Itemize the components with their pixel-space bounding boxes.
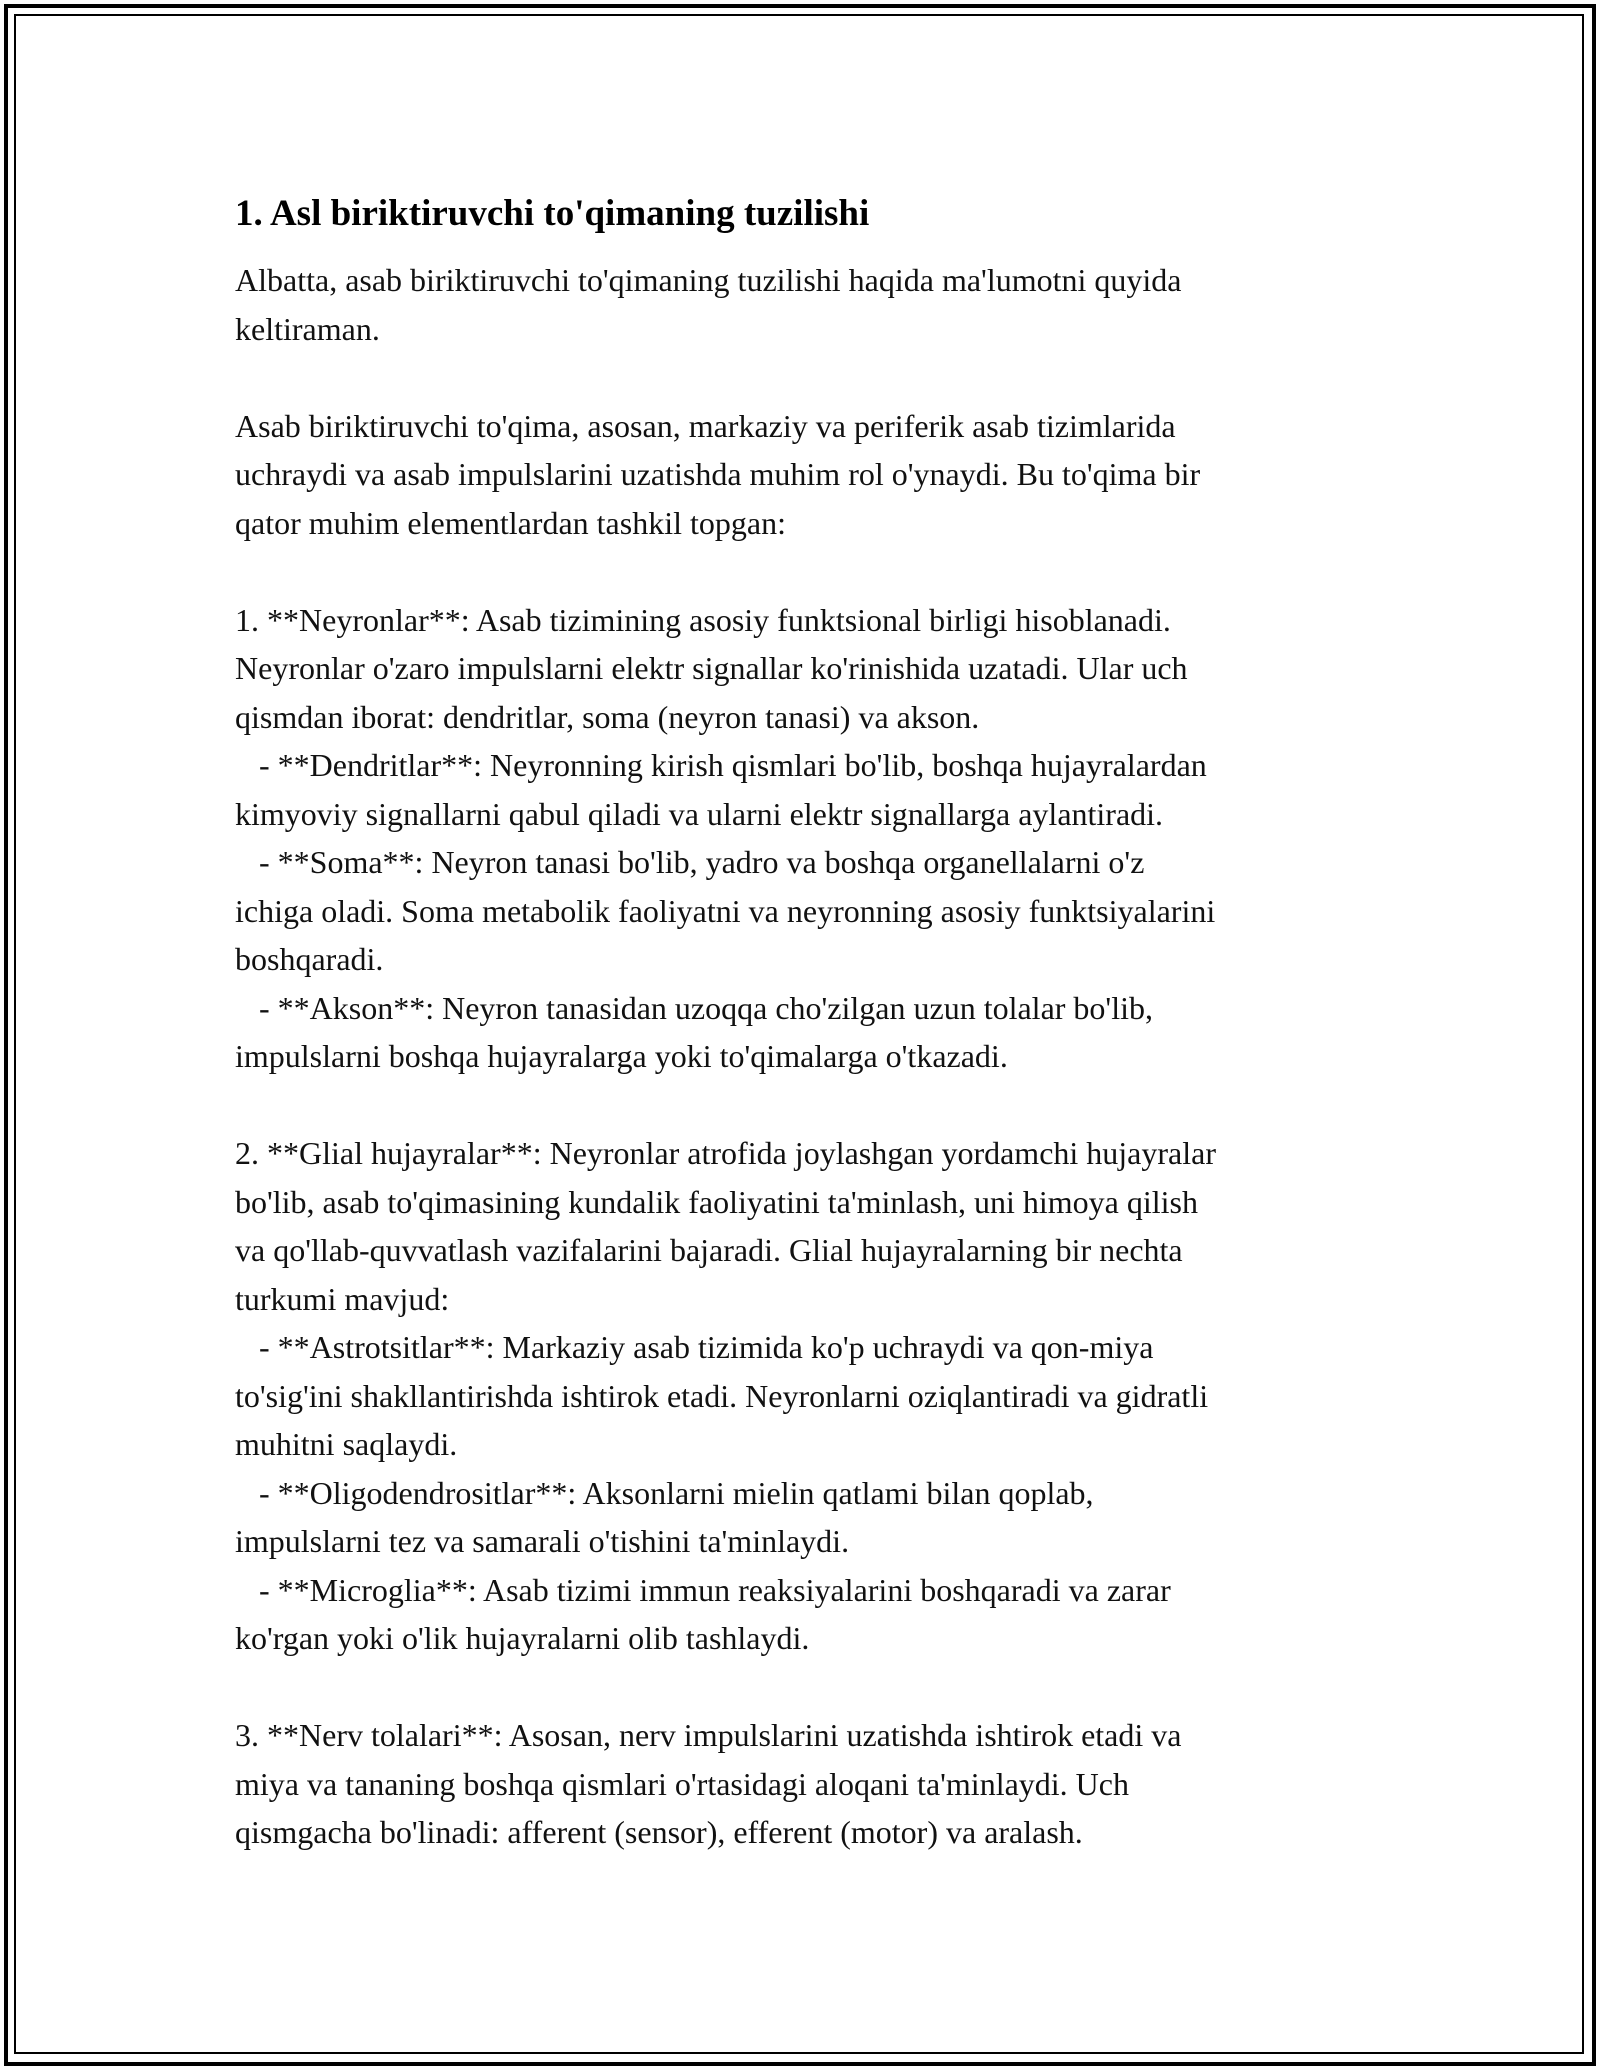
document-title: 1. Asl biriktiruvchi to'qimaning tuzilishi [235,193,870,234]
document-content [235,188,1385,1857]
document-body-text: Albatta, asab biriktiruvchi to'qimaning tuzilishi haqida ma'lumotni quyida keltiraman. Asab biriktiruvchi to'qima, asosan, markaziy va periferik asab tizimlarida uchraydi va asab impulslarini uzatishda muhim rol o'ynaydi. Bu to'qima bir qator muhim elementlardan tashkil topgan: 1. **Neyronlar**: Asab tizimining asosiy funktsional birligi hisoblanadi. Neyronlar o'zaro impulslarni elektr signallar ko'rinishida uzatadi. Ular uch qismdan iborat: dendritlar, soma (neyron tanasi) va akson. - **Dendritlar**: Neyronning kirish qismlari bo'lib, boshqa hujayralardan kimyoviy signallarni qabul qiladi va ularni elektr signallarga aylantiradi. - **Soma**: Neyron tanasi bo'lib, yadro va boshqa organellalarni o'z ichiga oladi. Soma metabolik faoliyatni va neyronning asosiy funktsiyalarini boshqaradi. - **Akson**: Neyron tanasidan uzoqqa cho'zilgan uzun tolalar bo'lib, impulslarni boshqa hujayralarga yoki to'qimalarga o'tkazadi. 2. **Glial hujayralar**: Neyronlar atrofida joylashgan yordamchi hujayralar bo'lib, asab to'qimasining kundalik faoliyatini ta'minlash, uni himoya qilish va qo'llab-quvvatlash vazifalarini bajaradi. Glial hujayralarning bir nechta turkumi mavjud: - **Astrotsitlar**: Markaziy asab tizimida ko'p uchraydi va qon-miya to'sig'ini shakllantirishda ishtirok etadi. Neyronlarni oziqlantiradi va gidratli muhitni saqlaydi. - **Oligodendrositlar**: Aksonlarni mielin qatlami bilan qoplab, impulslarni tez va samarali o'tishini ta'minlaydi. - **Microglia**: Asab tizimi immun reaksiyalarini boshqaradi va zarar ko'rgan yoki o'lik hujayralarni olib tashlaydi. 3. **Nerv tolalari**: Asosan, nerv impulslarini uzatishda ishtirok etadi va miya va tananing boshqa qismlari o'rtasidagi aloqani ta'minlaydi. Uch qismgacha bo'linadi: afferent (sensor), efferent (motor) va aralash. [235,262,1216,1850]
